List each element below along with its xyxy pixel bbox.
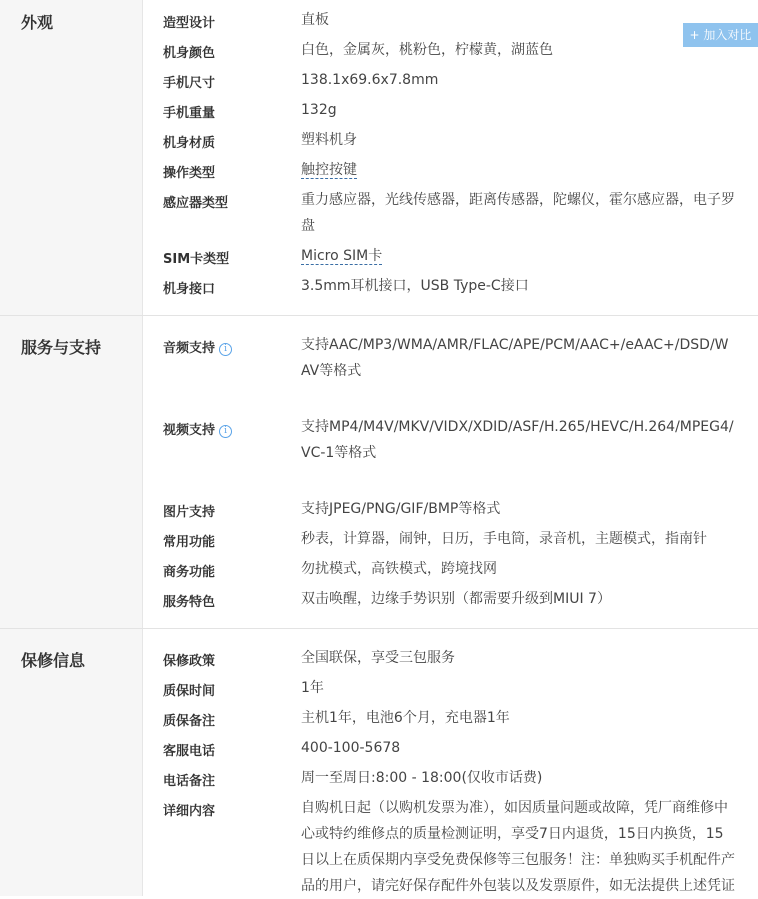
spec-label-business: 商务功能 xyxy=(163,565,216,580)
spec-label-hotline-notes: 电话备注 xyxy=(163,774,216,789)
spec-value-ports: 3.5mm耳机接口，USB Type-C接口 xyxy=(301,278,529,294)
spec-label-weight: 手机重量 xyxy=(163,106,216,121)
spec-value-color: 白色，金属灰，桃粉色，柠檬黄，湖蓝色 xyxy=(301,42,553,58)
spec-value-video: 支持MP4/M4V/MKV/VIDX/XDID/ASF/H.265/HEVC/H.264/MPEG4/VC-1等格式 xyxy=(301,419,734,461)
spec-label-warranty-period: 质保时间 xyxy=(163,684,216,699)
spec-label-size: 手机尺寸 xyxy=(163,76,216,91)
plus-icon: + xyxy=(689,28,704,42)
sim-type-link[interactable]: Micro SIM卡 xyxy=(301,248,383,264)
spec-value-sensors: 重力感应器，光线传感器，距离传感器，陀螺仪，霍尔感应器，电子罗盘 xyxy=(301,192,735,234)
spec-label-warranty-notes: 质保备注 xyxy=(163,714,216,729)
spec-value-details: 自购机日起（以购机发票为准），如因质量问题或故障，凭厂商维修中心或特约维修点的质量检测证明，享受7日内退货，15日内换货，15日以上在质保期内享受免费保修等三包服务！注：单独购买手机配件产品的用户，请完好保存配件外包装以及发票原件，如无法提供上述凭证 xyxy=(301,800,735,894)
spec-label-sensors: 感应器类型 xyxy=(163,196,229,211)
spec-value-image: 支持JPEG/PNG/GIF/BMP等格式 xyxy=(301,501,501,517)
spec-value-operation xyxy=(301,157,737,183)
add-to-compare-label: 加入对比 xyxy=(703,28,752,42)
spec-label-video xyxy=(163,419,232,438)
spec-value-size: 138.1x69.6x7.8mm xyxy=(301,72,439,88)
spec-value-hotline: 400-100-5678 xyxy=(301,740,401,756)
spec-value-audio: 支持AAC/MP3/WMA/AMR/FLAC/APE/PCM/AAC+/eAAC+/DSD/WAV等格式 xyxy=(301,337,729,379)
video-label-text: 视频支持 xyxy=(163,423,216,438)
spec-value-sim xyxy=(301,243,737,269)
spec-value-common-functions: 秒表，计算器，闹钟，日历，手电筒，录音机，主题模式，指南针 xyxy=(301,531,707,547)
spec-label-design: 造型设计 xyxy=(163,16,216,31)
spec-label-material: 机身材质 xyxy=(163,136,216,151)
info-icon[interactable]: i xyxy=(219,425,232,438)
section-title-service: 服务与支持 xyxy=(21,338,102,357)
spec-label-color: 机身颜色 xyxy=(163,46,216,61)
spec-value-warranty-policy: 全国联保，享受三包服务 xyxy=(301,650,455,666)
spec-label-warranty-policy: 保修政策 xyxy=(163,654,216,669)
spec-label-common-functions: 常用功能 xyxy=(163,535,216,550)
spec-value-business: 勿扰模式，高铁模式，跨境找网 xyxy=(301,561,497,577)
spec-label-ports: 机身接口 xyxy=(163,282,216,297)
spec-value-warranty-notes: 主机1年，电池6个月，充电器1年 xyxy=(301,710,510,726)
audio-label-text: 音频支持 xyxy=(163,341,216,356)
spec-label-operation: 操作类型 xyxy=(163,166,216,181)
spec-label-service-features: 服务特色 xyxy=(163,595,216,610)
section-divider xyxy=(0,628,758,629)
section-divider xyxy=(0,315,758,316)
spec-value-material: 塑料机身 xyxy=(301,132,357,148)
spec-value-hotline-notes: 周一至周日:8:00 - 18:00(仅收市话费) xyxy=(301,770,543,786)
spec-value-design: 直板 xyxy=(301,12,329,28)
spec-value-weight: 132g xyxy=(301,102,337,118)
spec-label-audio xyxy=(163,337,232,356)
section-title-warranty: 保修信息 xyxy=(21,651,86,670)
operation-type-link[interactable]: 触控按键 xyxy=(301,162,357,178)
info-icon[interactable]: i xyxy=(219,343,232,356)
spec-label-image: 图片支持 xyxy=(163,505,216,520)
spec-label-hotline: 客服电话 xyxy=(163,744,216,759)
section-sidebar-background xyxy=(0,0,143,896)
spec-value-warranty-period: 1年 xyxy=(301,680,324,696)
section-title-appearance: 外观 xyxy=(21,13,54,32)
spec-label-sim: SIM卡类型 xyxy=(163,252,230,267)
spec-value-service-features: 双击唤醒，边缘手势识别（都需要升级到MIUI 7） xyxy=(301,591,611,607)
spec-label-details: 详细内容 xyxy=(163,804,216,819)
